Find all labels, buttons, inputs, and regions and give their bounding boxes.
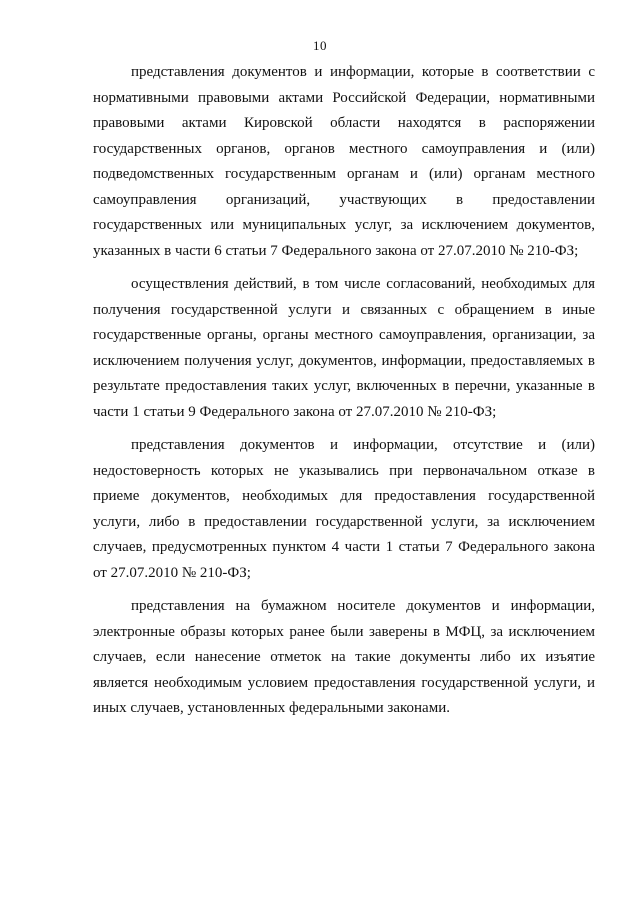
paragraph-paper-documents-mfc: представления на бумажном носителе документов и информации, электронные образы которых ранее были заверены в МФЦ, за исключением случаев, если нанесение отметок на такие документы либо их изъятие является необходимым условием предоставления государственной услуги, и иных случаев, установленных федеральными законами. xyxy=(93,598,595,716)
paragraph-initial-refusal-documents: представления документов и информации, отсутствие и (или) недостоверность которых не указывались при первоначальном отказе в приеме документов, необходимых для предоставления государственной услуги, либо в предоставлении государственной услуги, за исключением случаев, предусмотренных пунктом 4 части 1 статьи 7 Федерального закона от 27.07.2010 № 210-ФЗ; xyxy=(93,437,595,581)
paragraph-documents-in-possession-of-agencies: представления документов и информации, которые в соответствии с нормативными правовыми актами Российской Федерации, нормативными правовыми актами Кировской области находятся в распоряжении государственных органов, органов местного самоуправления и (или) подведомственных государственным органам и (или) органам местного самоуправления организаций, участвующих в предоставлении государственных или муниципальных услуг, за исключением документов, указанных в части 6 статьи 7 Федерального закона от 27.07.2010 № 210-ФЗ; xyxy=(93,64,595,259)
page-number: 10 xyxy=(313,38,327,53)
paragraph-actions-and-approvals: осуществления действий, в том числе согласований, необходимых для получения государственной услуги и связанных с обращением в иные государственные органы, органы местного самоуправления, организации, за исключением получения услуг, документов, информации, предоставляемых в результате предоставления таких услуг, включенных в перечни, указанные в части 1 статьи 9 Федерального закона от 27.07.2010 № 210-ФЗ; xyxy=(93,276,595,420)
document-body xyxy=(93,60,595,730)
